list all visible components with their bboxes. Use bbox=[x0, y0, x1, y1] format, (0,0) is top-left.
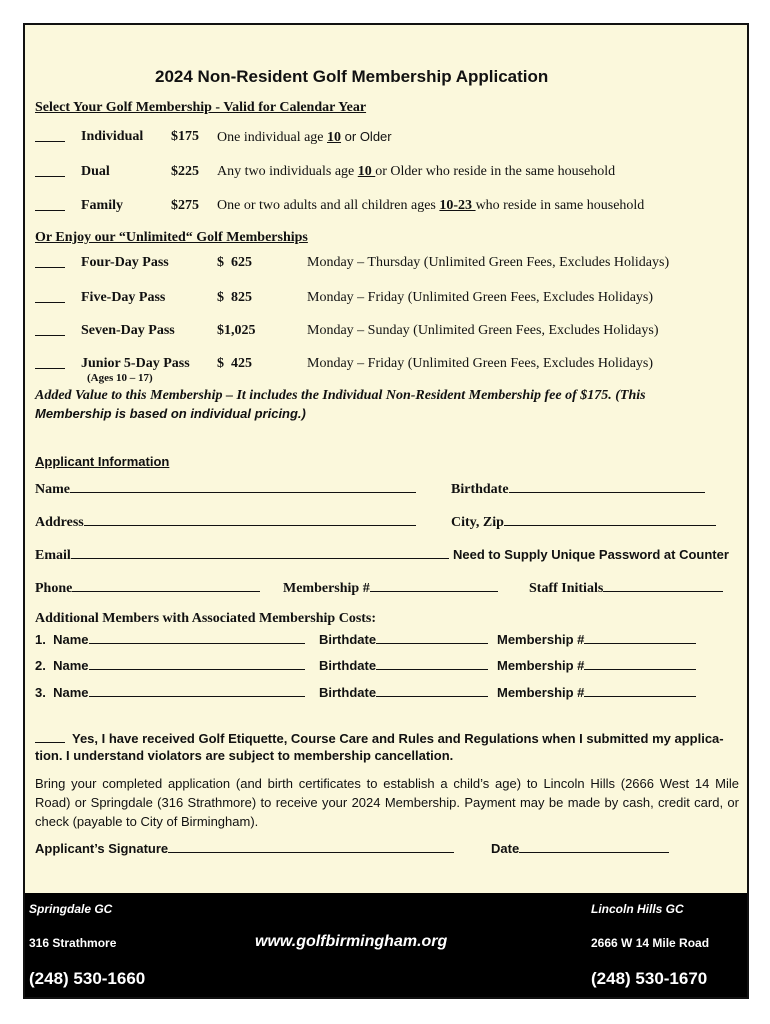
staff-initials-field[interactable]: Staff Initials bbox=[529, 579, 723, 597]
springdale-phone: (248) 530-1660 bbox=[29, 969, 146, 988]
pass-price: $ 625 bbox=[217, 255, 252, 270]
membership-price: $275 bbox=[171, 198, 199, 213]
additional-member-2-birthdate[interactable]: Birthdate bbox=[319, 657, 488, 673]
pass-name: Five-Day Pass bbox=[81, 290, 166, 305]
springdale-address: 316 Strathmore bbox=[29, 936, 117, 950]
lincoln-hills-address: 2666 W 14 Mile Road bbox=[591, 936, 710, 950]
birthdate-field[interactable]: Birthdate bbox=[451, 480, 705, 498]
acknowledgement-blank[interactable] bbox=[35, 730, 65, 743]
pass-name: Junior 5-Day Pass bbox=[81, 356, 190, 371]
password-note: Need to Supply Unique Password at Counter bbox=[453, 547, 729, 562]
unlimited-option-five-day bbox=[35, 290, 65, 308]
selection-blank[interactable] bbox=[35, 255, 65, 268]
additional-member-2[interactable]: 2. Name bbox=[35, 657, 305, 673]
website-link[interactable]: www.golfbirmingham.org bbox=[255, 933, 448, 950]
additional-member-2-membership[interactable]: Membership # bbox=[497, 657, 696, 673]
membership-number-field[interactable]: Membership # bbox=[283, 579, 498, 597]
pass-description: Monday – Thursday (Unlimited Green Fees, Excludes Holidays) bbox=[307, 255, 670, 270]
membership-option-family bbox=[35, 198, 65, 216]
membership-option-individual bbox=[35, 129, 65, 147]
unlimited-option-junior bbox=[35, 356, 65, 374]
membership-name: Dual bbox=[81, 164, 110, 179]
pass-description: Monday – Sunday (Unlimited Green Fees, Excludes Holidays) bbox=[307, 323, 659, 338]
additional-member-3-birthdate[interactable]: Birthdate bbox=[319, 684, 488, 700]
pass-name: Four-Day Pass bbox=[81, 255, 169, 270]
membership-name: Family bbox=[81, 198, 123, 213]
junior-age-note: (Ages 10 – 17) bbox=[87, 372, 153, 384]
footer-bar bbox=[25, 893, 747, 997]
selection-blank[interactable] bbox=[35, 356, 65, 369]
pass-description: Monday – Friday (Unlimited Green Fees, Excludes Holidays) bbox=[307, 290, 654, 305]
lincoln-hills-phone: (248) 530-1670 bbox=[591, 969, 708, 988]
selection-blank[interactable] bbox=[35, 290, 65, 303]
added-value-note-line2: Membership is based on individual pricing.) bbox=[35, 406, 306, 421]
added-value-note-line1: Added Value to this Membership – It includes the Individual Non-Resident Membership fee of $175. (This bbox=[35, 388, 646, 403]
lincoln-hills-name: Lincoln Hills GC bbox=[591, 902, 684, 916]
selection-blank[interactable] bbox=[35, 164, 65, 177]
application-form bbox=[23, 23, 749, 999]
additional-members-heading: Additional Members with Associated Membership Costs: bbox=[35, 611, 377, 626]
pass-price: $ 425 bbox=[217, 356, 252, 371]
phone-field[interactable]: Phone bbox=[35, 579, 260, 597]
signature-field[interactable]: Applicant’s Signature bbox=[35, 840, 454, 856]
unlimited-option-four-day bbox=[35, 255, 65, 273]
additional-member-1-birthdate[interactable]: Birthdate bbox=[319, 631, 488, 647]
membership-price: $225 bbox=[171, 164, 199, 179]
membership-section-heading: Select Your Golf Membership - Valid for Calendar Year bbox=[35, 100, 367, 115]
selection-blank[interactable] bbox=[35, 129, 65, 142]
membership-name: Individual bbox=[81, 129, 144, 144]
membership-description: Any two individuals age 10 or Older who reside in the same household bbox=[217, 164, 616, 179]
pass-name: Seven-Day Pass bbox=[81, 323, 175, 338]
additional-member-3-membership[interactable]: Membership # bbox=[497, 684, 696, 700]
membership-price: $175 bbox=[171, 129, 199, 144]
selection-blank[interactable] bbox=[35, 198, 65, 211]
pass-price: $1,025 bbox=[217, 323, 256, 338]
instructions-paragraph: Bring your completed application (and birth certificates to establish a child’s age) to Lincoln Hills (2666 West 14 Mile Road) or Springdale (316 Strathmore) to receive your 2024 Membership. Payment may be made by cash, credit card, or check (payable to City of Birmingham). bbox=[35, 776, 739, 829]
additional-member-1[interactable]: 1. Name bbox=[35, 631, 305, 647]
unlimited-option-seven-day bbox=[35, 323, 65, 341]
membership-description: One or two adults and all children ages 10-23 who reside in same household bbox=[217, 198, 645, 213]
unlimited-section-heading: Or Enjoy our “Unlimited“ Golf Memberships bbox=[35, 230, 308, 245]
additional-member-3[interactable]: 3. Name bbox=[35, 684, 305, 700]
pass-price: $ 825 bbox=[217, 290, 252, 305]
applicant-section-heading: Applicant Information bbox=[35, 454, 170, 469]
form-title: 2024 Non-Resident Golf Membership Application bbox=[155, 67, 549, 86]
pass-description: Monday – Friday (Unlimited Green Fees, Excludes Holidays) bbox=[307, 356, 654, 371]
email-field[interactable]: Email bbox=[35, 546, 449, 564]
additional-member-1-membership[interactable]: Membership # bbox=[497, 631, 696, 647]
date-field[interactable]: Date bbox=[491, 840, 669, 856]
etiquette-acknowledgement[interactable]: Yes, I have received Golf Etiquette, Course Care and Rules and Regulations when I submitted my applica- bbox=[35, 730, 724, 746]
etiquette-acknowledgement-line2: tion. I understand violators are subject to membership cancellation. bbox=[35, 748, 454, 763]
membership-description: One individual age 10 or Older bbox=[217, 129, 392, 145]
membership-option-dual bbox=[35, 164, 65, 182]
address-field[interactable]: Address bbox=[35, 513, 416, 531]
selection-blank[interactable] bbox=[35, 323, 65, 336]
city-zip-field[interactable]: City, Zip bbox=[451, 513, 716, 531]
springdale-name: Springdale GC bbox=[29, 902, 113, 916]
name-field[interactable]: Name bbox=[35, 480, 416, 498]
